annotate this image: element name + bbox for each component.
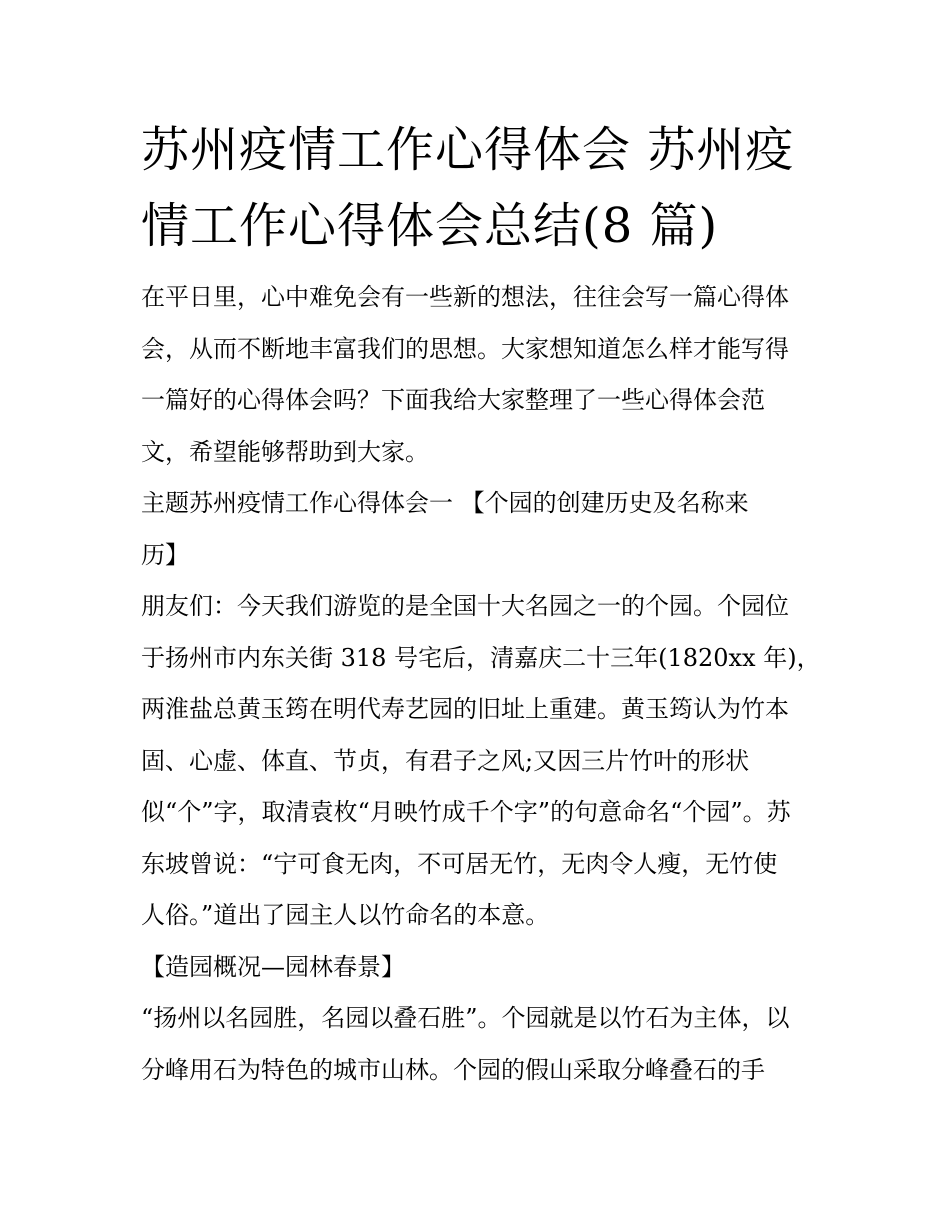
paragraph-line: 人俗。”道出了园主人以竹命名的本意。 [141,901,550,929]
document-title [141,112,813,264]
document-body [141,272,821,1096]
paragraph-line: 文，希望能够帮助到大家。 [141,437,429,466]
paragraph-line: 分峰用石为特色的城市山林。个园的假山采取分峰叠石的手 [141,1055,765,1084]
paragraph-line: 一篇好的心得体会吗？下面我给大家整理了一些心得体会范 [141,386,765,414]
paragraph-line: 东坡曾说：“宁可食无肉，不可居无竹，无肉令人瘦，无竹使 [141,849,778,878]
paragraph-line: 会，从而不断地丰富我们的思想。大家想知道怎么样才能写得 [141,334,789,363]
paragraph-line: 在平日里，心中难免会有一些新的想法，往往会写一篇心得体 [141,283,789,311]
paragraph-line: 朋友们：今天我们游览的是全国十大名园之一的个园。个园位 [141,592,789,620]
title-line: 情工作心得体会总结(8 篇) [141,198,719,254]
section-heading-line: 【造园概况—园林春景】 [141,952,405,981]
paragraph-line: 于扬州市内东关街 318 号宅后，清嘉庆二十三年(1820xx 年)， [141,643,821,672]
title-line: 苏州疫情工作心得体会 苏州疫 [141,122,795,178]
section-heading-line: 历】 [141,540,189,569]
paragraph-line: 似“个”字，取清袁枚“月映竹成千个字”的句意命名“个园”。苏 [141,798,791,826]
paragraph-line: 两淮盐总黄玉筠在明代寿艺园的旧址上重建。黄玉筠认为竹本 [141,695,789,723]
paragraph-line: 固、心虚、体直、节贞，有君子之风;又因三片竹叶的形状 [141,746,750,775]
paragraph-line: “扬州以名园胜，名园以叠石胜”。个园就是以竹石为主体，以 [141,1004,790,1032]
document-content [141,112,821,1096]
section-heading-line: 主题苏州疫情工作心得体会一 【个园的创建历史及名称来 [141,489,749,517]
